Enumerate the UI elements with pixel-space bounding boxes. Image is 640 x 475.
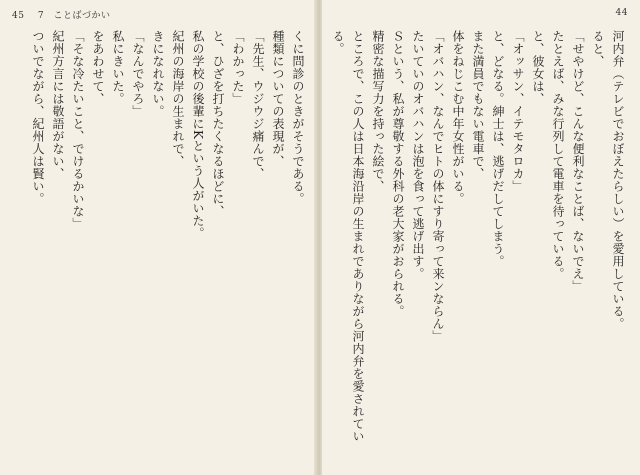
right-page-number: 44 xyxy=(615,8,628,18)
left-chapter-title: 7 ことばづかい xyxy=(37,11,111,21)
text-line: 体をねじこむ中年女性がいる。 xyxy=(451,30,465,205)
text-line: 「せやけど、こんな便利なことば、ないでえ」 xyxy=(571,30,585,293)
text-line: をあわせて、 xyxy=(91,30,105,105)
text-line: 「そな冷たいこと、でけるかいな」 xyxy=(71,30,85,230)
text-line: と、彼女は、 xyxy=(531,30,545,105)
left-running-head xyxy=(12,8,111,21)
text-line: 紀州方言には敬語がない、 xyxy=(51,30,65,180)
text-line: 私にきいた。 xyxy=(111,30,125,105)
text-line: 紀州の海岸の生まれで、 xyxy=(171,30,185,168)
text-line: また満員でもない電車で、 xyxy=(471,30,485,180)
text-line: 「なんでやろ」 xyxy=(131,30,145,118)
text-line: ところで、この人は日本海沿岸の生まれでありながら河内弁を愛されている。 xyxy=(331,30,365,443)
text-line: たとえば、みな行列して電車を待っている。 xyxy=(551,30,565,280)
left-page xyxy=(0,0,318,475)
text-line: と、ひざを打ちたくなるほどに、 xyxy=(211,30,225,218)
text-line: 私の学校の後輩にKという人がいた。 xyxy=(191,30,205,240)
text-line: 「先生、ウジウジ痛んで、 xyxy=(251,30,265,180)
text-line: 精密な描写力を持った絵で、 xyxy=(371,30,385,193)
text-line: 「オバハン、なんでヒトの体にすり寄って来ンならん」 xyxy=(431,30,445,343)
text-line: Ｓという、私が尊敬する外科の老大家がおられる。 xyxy=(391,30,405,318)
left-body-text xyxy=(12,30,308,457)
text-line: きになれない。 xyxy=(151,30,165,118)
text-line: 「わかった」 xyxy=(231,30,245,105)
right-page xyxy=(322,0,640,475)
text-line: と、どなる。紳士は、逃げだしてしまう。 xyxy=(491,30,505,268)
text-line: たいていのオバハンは泡を食って逃げ出す。 xyxy=(411,30,425,280)
left-page-number: 45 xyxy=(12,11,25,21)
text-line: 「オッサン、イテモタロカ」 xyxy=(511,30,525,193)
right-body-text xyxy=(332,30,628,457)
text-line: 河内弁（テレビでおぼえたらしい）を愛用している。 xyxy=(611,30,625,330)
text-line: ると、 xyxy=(591,30,605,68)
text-line: 種類についての表現が、 xyxy=(271,30,285,168)
text-line: ついでながら、紀州人は賢い。 xyxy=(31,30,45,205)
right-running-head xyxy=(616,8,628,18)
text-line: くに問診のときがそうである。 xyxy=(291,30,305,205)
